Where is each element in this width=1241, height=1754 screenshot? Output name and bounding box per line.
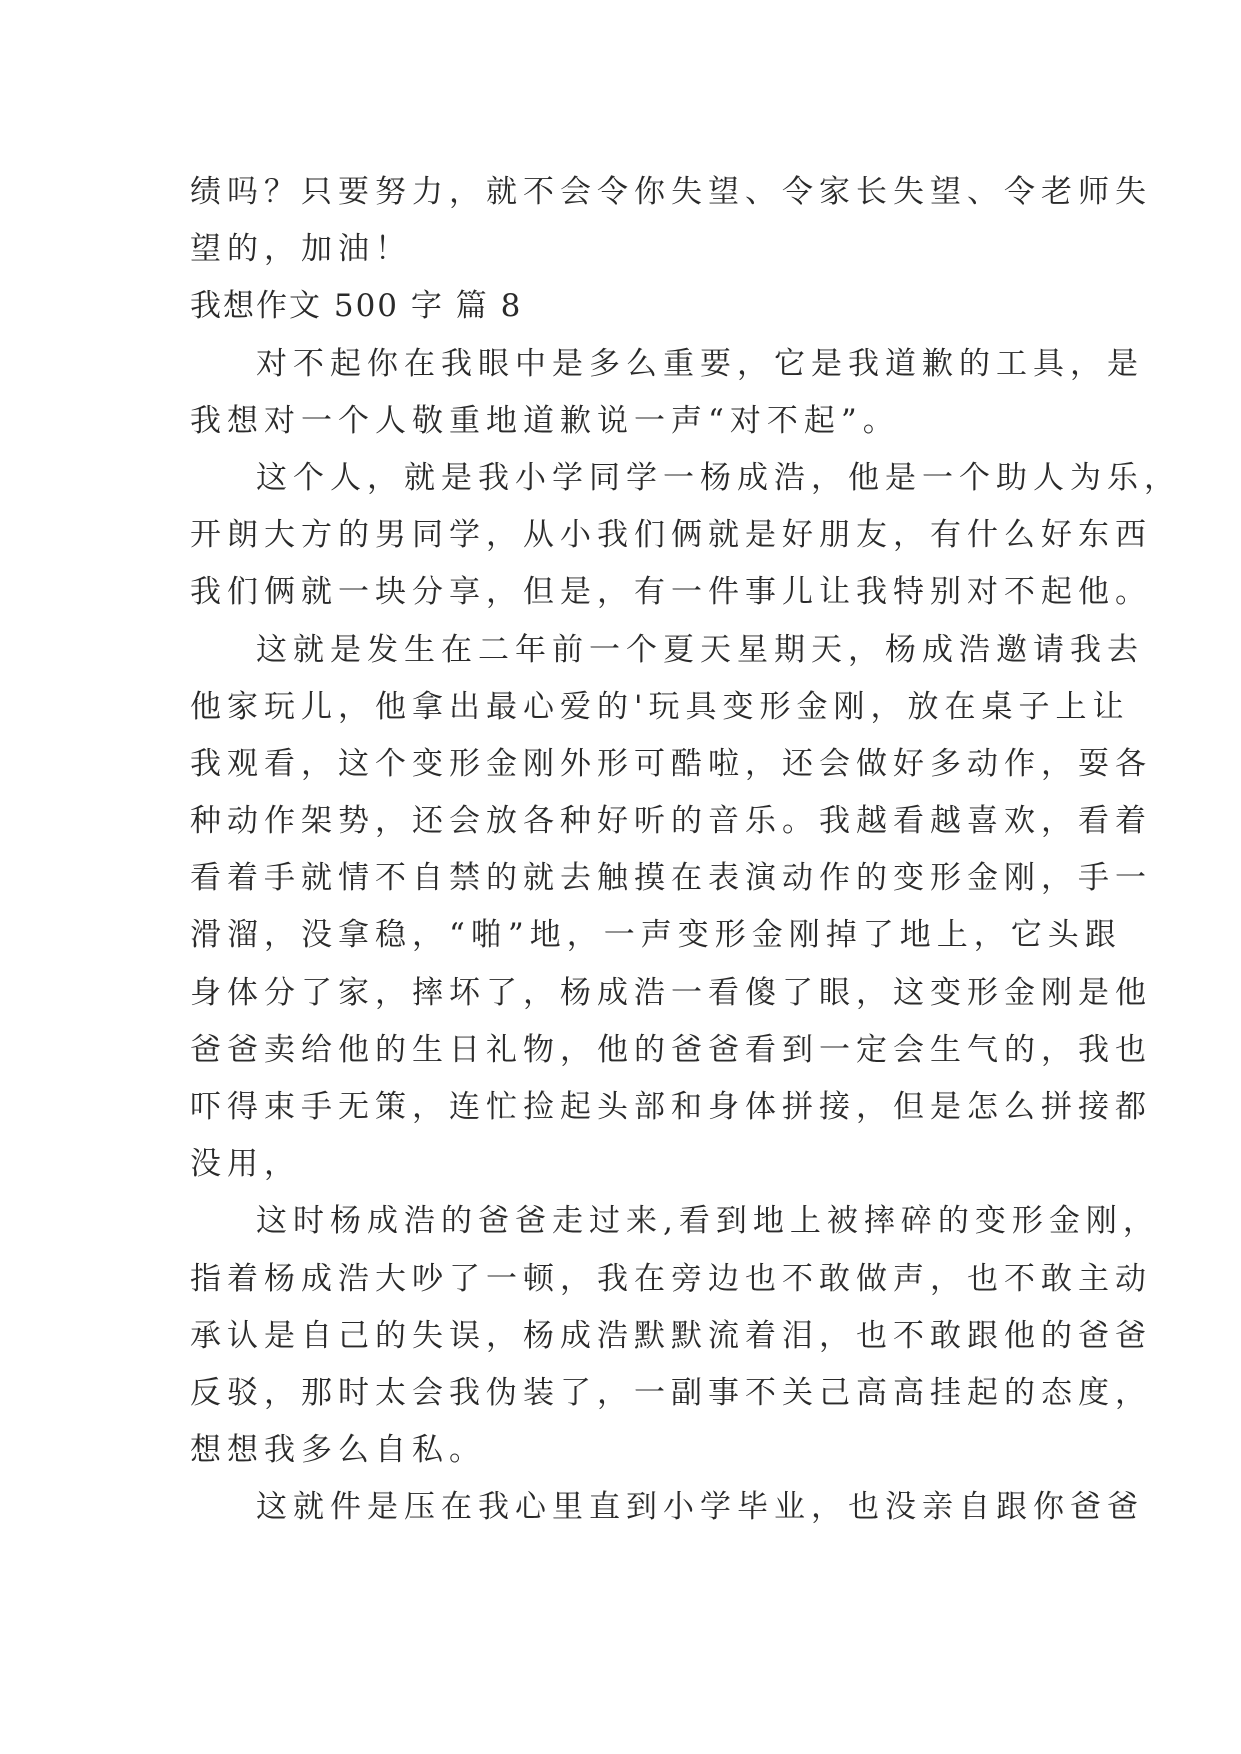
text-line: 我想对一个人敬重地道歉说一声“对不起”。 [190,402,900,439]
text-line: 种动作架势，还会放各种好听的音乐。我越看越喜欢，看着 [190,803,1152,840]
text-line: 望的，加油！ [190,231,412,268]
text-line: 他家玩儿，他拿出最心爱的'玩具变形金刚，放在桌子上让 [190,688,1130,725]
section-heading: 我想作文 500 字 篇 8 [190,288,523,325]
text-line: 这个人，就是我小学同学一杨成浩，他是一个助人为乐， [256,459,1181,496]
text-line: 想想我多么自私。 [190,1432,486,1469]
text-line: 这就件是压在我心里直到小学毕业，也没亲自跟你爸爸 [256,1489,1144,1526]
text-line: 我们俩就一块分享，但是，有一件事儿让我特别对不起他。 [190,574,1152,611]
text-line: 没用， [190,1146,301,1183]
text-line: 看着手就情不自禁的就去触摸在表演动作的变形金刚，手一 [190,860,1152,897]
text-line: 开朗大方的男同学，从小我们俩就是好朋友，有什么好东西 [190,517,1152,554]
text-line: 爸爸卖给他的生日礼物，他的爸爸看到一定会生气的，我也 [190,1031,1152,1068]
text-line: 这就是发生在二年前一个夏天星期天，杨成浩邀请我去 [256,631,1144,668]
text-line: 反驳，那时太会我伪装了，一副事不关己高高挂起的态度， [190,1374,1152,1411]
text-line: 滑溜，没拿稳，“啪”地，一声变形金刚掉了地上，它头跟 [190,917,1122,954]
text-line: 对不起你在我眼中是多么重要，它是我道歉的工具，是 [256,345,1144,382]
document-body [190,164,1181,1537]
text-line: 这时杨成浩的爸爸走过来,看到地上被摔碎的变形金刚， [256,1203,1160,1240]
text-line: 我观看，这个变形金刚外形可酷啦，还会做好多动作，耍各 [190,745,1152,782]
text-line: 承认是自己的失误，杨成浩默默流着泪，也不敢跟他的爸爸 [190,1317,1152,1354]
text-line: 吓得束手无策，连忙捡起头部和身体拼接，但是怎么拼接都 [190,1089,1152,1125]
text-line: 身体分了家，摔坏了，杨成浩一看傻了眼，这变形金刚是他 [190,974,1152,1011]
text-line: 绩吗？只要努力，就不会令你失望、令家长失望、令老师失 [190,174,1152,210]
text-line: 指着杨成浩大吵了一顿，我在旁边也不敢做声，也不敢主动 [190,1260,1152,1297]
